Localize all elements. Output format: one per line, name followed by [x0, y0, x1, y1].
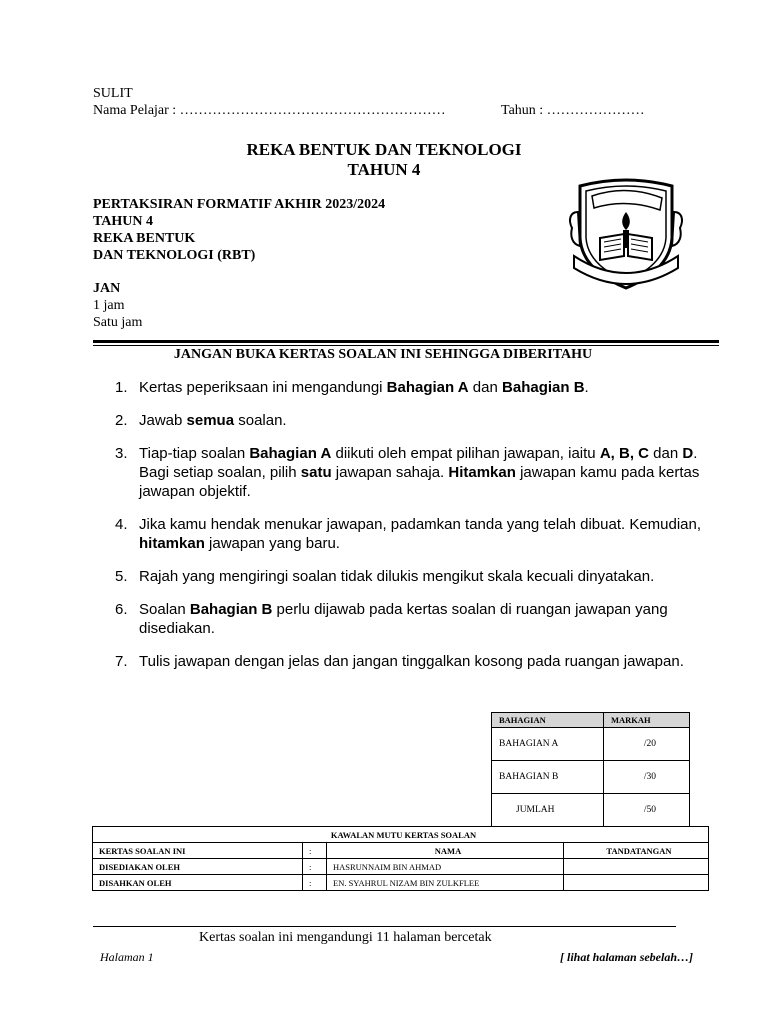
qc-colon: : — [303, 875, 327, 891]
qc-header-colon: : — [303, 843, 327, 859]
score-row — [492, 728, 690, 761]
footer-divider — [93, 926, 676, 927]
qc-signature — [564, 859, 709, 875]
instruction-emphasis: Hitamkan — [448, 464, 516, 481]
exam-subject-2: DAN TEKNOLOGI (RBT) — [93, 248, 256, 263]
divider-thin — [93, 345, 719, 346]
instruction-text — [139, 412, 287, 429]
instruction-fragment: jawapan kamu pada kertas jawapan objektif. — [139, 464, 700, 500]
page-count-note: Kertas soalan ini mengandungi 11 halaman bercetak — [199, 930, 492, 945]
qc-header-name: NAMA — [327, 843, 564, 859]
score-marks: /50 — [604, 794, 690, 827]
qc-signature — [564, 875, 709, 891]
instruction-fragment: Tiap-tiap soalan — [139, 445, 250, 462]
instruction-emphasis: Bahagian A — [386, 379, 469, 396]
page-number: Halaman 1 — [100, 950, 154, 964]
qc-header-paper: KERTAS SOALAN INI — [93, 843, 303, 859]
subject-title: REKA BENTUK DAN TEKNOLOGI — [246, 140, 522, 159]
instruction-text — [139, 379, 589, 396]
instruction-fragment: . — [584, 379, 589, 396]
instruction-fragment: Tulis jawapan dengan jelas dan jangan tinggalkan kosong pada ruangan jawapan. — [139, 653, 684, 670]
instruction-number: 7. — [115, 653, 128, 670]
instruction-fragment: diikuti oleh empat pilihan jawapan, iaitu — [331, 445, 600, 462]
qc-row — [93, 859, 709, 875]
exam-duration-words: Satu jam — [93, 315, 143, 330]
instruction-item — [115, 378, 729, 397]
instruction-item — [115, 652, 729, 671]
exam-month: JAN — [93, 281, 121, 296]
instruction-emphasis: A, B, C — [599, 445, 649, 462]
qc-row — [93, 875, 709, 891]
score-header-section: BAHAGIAN — [492, 713, 604, 728]
instruction-fragment: . Bagi setiap soalan, pilih — [139, 445, 698, 481]
instruction-fragment: Jika kamu hendak menukar jawapan, padamkan tanda yang telah dibuat. Kemudian, — [139, 516, 702, 533]
qc-role: DISAHKAN OLEH — [93, 875, 303, 891]
instruction-text — [139, 653, 684, 670]
instruction-fragment: jawapan sahaja. — [331, 464, 449, 481]
student-name-label: Nama Pelajar : ………………………………………………… — [93, 103, 446, 118]
next-page-note: [ lihat halaman sebelah…] — [560, 950, 694, 964]
instruction-number: 4. — [115, 516, 128, 533]
score-marks: /20 — [604, 728, 690, 761]
instruction-number: 3. — [115, 445, 128, 462]
quality-table-title: KAWALAN MUTU KERTAS SOALAN — [93, 827, 709, 843]
warning-text: JANGAN BUKA KERTAS SOALAN INI SEHINGGA DIBERITAHU — [173, 347, 593, 362]
instruction-emphasis: Bahagian A — [249, 445, 332, 462]
qc-name: EN. SYAHRUL NIZAM BIN ZULKFLEE — [327, 875, 564, 891]
exam-timing — [93, 280, 142, 331]
instruction-fragment: soalan. — [234, 412, 287, 429]
instruction-fragment: Jawab — [139, 412, 187, 429]
exam-year: TAHUN 4 — [93, 214, 154, 229]
instruction-text — [139, 601, 668, 637]
instruction-item — [115, 515, 729, 553]
instruction-fragment: Rajah yang mengiringi soalan tidak dilukis mengikut skala kecuali dinyatakan. — [139, 568, 655, 585]
qc-name: HASRUNNAIM BIN AHMAD — [327, 859, 564, 875]
instruction-item — [115, 567, 729, 586]
instruction-fragment: Soalan — [139, 601, 190, 618]
score-section: BAHAGIAN B — [492, 761, 604, 794]
instruction-fragment: jawapan yang baru. — [204, 535, 340, 552]
instruction-emphasis: Bahagian B — [189, 601, 273, 618]
qc-header-signature: TANDATANGAN — [564, 843, 709, 859]
student-name-field — [93, 103, 645, 119]
exam-name: PERTAKSIRAN FORMATIF AKHIR 2023/2024 — [93, 197, 386, 212]
school-crest-logo — [566, 176, 686, 293]
exam-duration: 1 jam — [93, 298, 125, 313]
instruction-text — [139, 568, 654, 585]
instruction-item — [115, 600, 729, 638]
instruction-number: 5. — [115, 568, 128, 585]
instruction-emphasis: hitamkan — [139, 535, 205, 552]
qc-colon: : — [303, 859, 327, 875]
score-header-marks: MARKAH — [604, 713, 690, 728]
instruction-number: 6. — [115, 601, 128, 618]
subject-year: TAHUN 4 — [347, 160, 421, 179]
instructions-list — [93, 378, 729, 685]
year-field-label: Tahun : ………………… — [501, 103, 645, 118]
instruction-text — [139, 516, 701, 552]
exam-subject-1: REKA BENTUK — [93, 231, 196, 246]
instruction-fragment: Kertas peperiksaan ini mengandungi — [139, 379, 387, 396]
instruction-emphasis: Bahagian B — [502, 379, 585, 396]
instruction-emphasis: D — [682, 445, 694, 462]
instruction-number: 1. — [115, 379, 128, 396]
exam-info — [93, 196, 385, 264]
divider-thick — [93, 340, 719, 343]
score-section: JUMLAH — [492, 794, 604, 827]
score-table — [491, 712, 690, 827]
instruction-emphasis: semua — [186, 412, 235, 429]
instruction-fragment: dan — [648, 445, 683, 462]
quality-control-table — [92, 826, 709, 891]
instruction-item — [115, 444, 729, 501]
score-marks: /30 — [604, 761, 690, 794]
instruction-fragment: perlu dijawab pada kertas soalan di ruangan jawapan yang disediakan. — [139, 601, 668, 637]
score-row — [492, 761, 690, 794]
score-section: BAHAGIAN A — [492, 728, 604, 761]
instruction-number: 2. — [115, 412, 128, 429]
score-row — [492, 794, 690, 827]
instruction-item — [115, 411, 729, 430]
instruction-text — [139, 445, 699, 500]
confidential-label: SULIT — [93, 86, 133, 101]
instruction-emphasis: satu — [300, 464, 332, 481]
instruction-fragment: dan — [468, 379, 503, 396]
qc-role: DISEDIAKAN OLEH — [93, 859, 303, 875]
